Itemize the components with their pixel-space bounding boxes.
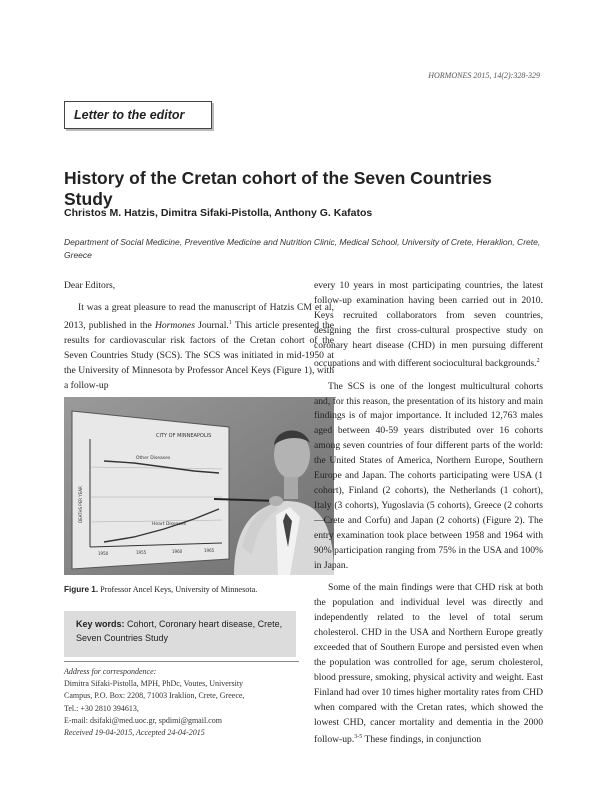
address-email: E-mail: dsifaki@med.uoc.gr, spdimi@gmail.com xyxy=(64,715,222,725)
chart-title: CITY OF MINNEAPOLIS xyxy=(156,433,212,439)
article-title: History of the Cretan cohort of the Seven Countries Study xyxy=(64,168,492,209)
x-tick-3: 1960 xyxy=(172,549,183,554)
figure-1-photo xyxy=(64,397,334,575)
x-tick-2: 1955 xyxy=(136,550,147,555)
address-line: Tel.: +30 2810 394613, xyxy=(64,703,139,713)
address-line: Campus, P.O. Box: 2208, 71003 Iraklion, Crete, Greece, xyxy=(64,691,245,701)
paragraph-1: It was a great pleasure to read the manuscript of Hatzis CM et al, 2013, published in the Hormones Journal.$^1$ This article presented the results for cardiovascular risk factors of the Cretan cohort of the Seven Countries Study (SCS). The SCS was initiated in mid-1950 at the University of Minnesota by Professor Ancel Keys (Figure 1), with a follow-up xyxy=(64,301,334,391)
received-dates: Received 19-04-2015, Accepted 24-04-2015 xyxy=(64,728,205,738)
journal-reference: HORMONES 2015, 14(2):328-329 xyxy=(428,71,540,80)
section-label-box xyxy=(64,101,212,129)
keywords-box xyxy=(64,611,296,657)
series-lower-label: Heart Diseases xyxy=(152,522,186,527)
figure-caption-text: Professor Ancel Keys, University of Minnesota. xyxy=(100,585,258,594)
x-tick-4: 1965 xyxy=(204,548,215,553)
paragraph-4: Some of the main findings were that CHD risk at both the population and individual level was directly and independently related to the level of total serum cholesterol. CHD in the USA and Northern Europe greatly exceeded that of Southern Europe and persisted even when the population was controlled for age, serum cholesterol, blood pressure, smoking, physical activity and weight. East Finland had over 10 times higher mortality rates from CHD when compared with the Cretan rates, which showed the lowest CHD, cancer mortality and dementia in the 2000 follow-up.$^{3-5}$ These findings, in conjunction xyxy=(314,582,543,746)
address-line: Dimitra Sifaki-Pistolla, MPH, PhDc, Voutes, University xyxy=(64,679,244,689)
series-upper-label: Other Diseases xyxy=(136,456,171,461)
figure-caption-label: Figure 1. xyxy=(64,585,99,594)
keywords-text: Cohort, Coronary heart disease, Crete, Seven Countries Study xyxy=(76,619,283,643)
author-list: Christos M. Hatzis, Dimitra Sifaki-Pistolla, Anthony G. Kafatos xyxy=(64,207,373,219)
left-column-text xyxy=(64,279,334,394)
correspondence-address xyxy=(64,661,299,739)
section-label: Letter to the editor xyxy=(74,108,185,122)
salutation: Dear Editors, xyxy=(64,280,116,291)
right-column-text xyxy=(314,279,543,749)
keys-photo-illustration xyxy=(64,397,334,575)
x-tick-1: 1950 xyxy=(98,551,109,556)
keywords-label: Key words: xyxy=(76,619,125,629)
address-heading: Address for correspondence: xyxy=(64,667,157,676)
paragraph-3: The SCS is one of the longest multicultural cohorts and, for this reason, the presentation of its history and main findings is of major importance. It included 12,763 males aged between 40-59 years distributed over 16 cohorts among seven countries of four different parts of the world: the United States of America, Northern Europe, Southern Europe and Japan. The cohorts participating were USA (1 cohort), Finland (2 cohorts), the Netherlands (1 cohort), Italy (3 cohorts), Yugoslavia (5 cohorts), Greece (2 cohorts—Crete and Corfu) and Japan (2 cohorts) (Figure 2). The entry examination took place between 1958 and 1964 with 90% participation ranging from 75% in the USA and 100% in Japan. xyxy=(314,380,543,571)
paragraph-2: every 10 years in most participating countries, the latest follow-up examination having been carried out in 2010. Keys recruited collaborators from seven countries, designing the first cross-cultural prospective study on coronary heart disease (CHD) in men pursuing different occupations and with different sociocultural backgrounds.$^2$ xyxy=(314,280,543,369)
affiliation: Department of Social Medicine, Preventive Medicine and Nutrition Clinic, Medical School, University of Crete, Heraklion, Crete, Greece xyxy=(64,237,541,260)
y-axis-label: DEATHS PER YEAR xyxy=(78,486,83,523)
chart-board xyxy=(72,411,229,569)
figure-1-caption xyxy=(64,585,334,594)
